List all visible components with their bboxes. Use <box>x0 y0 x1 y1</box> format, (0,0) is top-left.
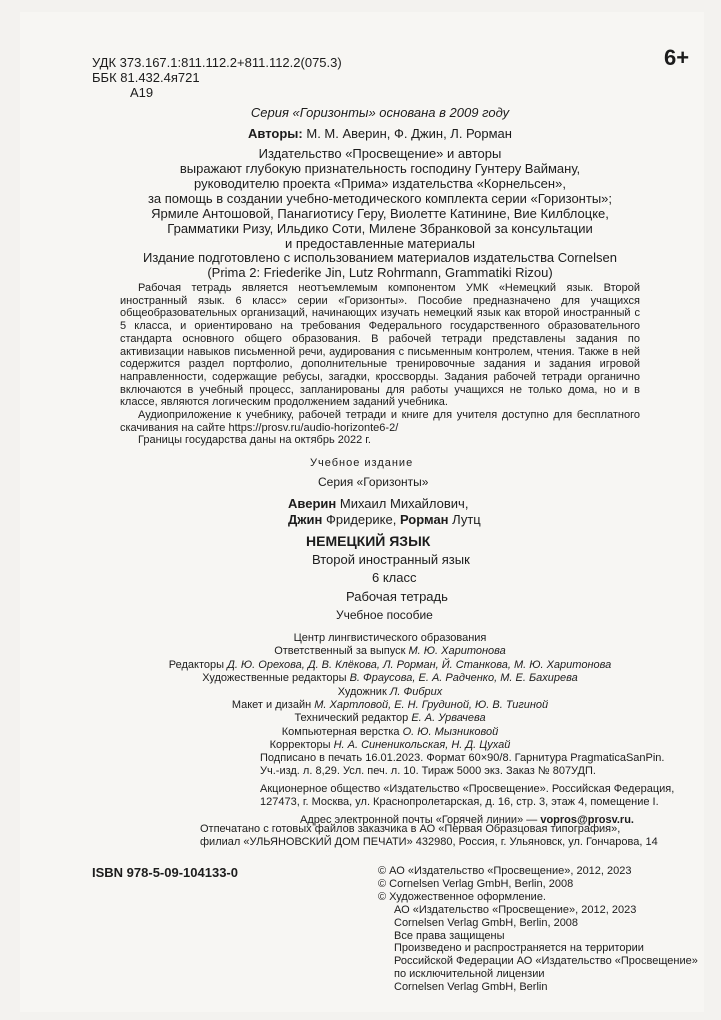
cornelsen-note <box>110 250 650 280</box>
copyright-line: © Художественное оформление. <box>378 890 546 903</box>
credit-label: Художник <box>337 685 387 698</box>
udk-code: УДК 373.167.1:811.112.2+811.112.2(075.3) <box>92 55 342 70</box>
author-mark: А19 <box>130 85 154 100</box>
thanks-line: Издательство «Просвещение» и авторы <box>258 146 502 161</box>
copyright-line: Произведено и распространяется на территории <box>394 942 644 955</box>
book-grade: 6 класс <box>372 570 417 585</box>
credit-value: В. Фраусова, Е. А. Радченко, М. Е. Бахирева <box>349 672 578 685</box>
credit-label: Компьютерная верстка <box>281 725 400 738</box>
credit-value: Е. А. Урвачева <box>411 712 486 725</box>
credit-label: Ответственный за выпуск <box>274 645 406 658</box>
book-type: Рабочая тетрадь <box>346 589 448 604</box>
publication-line: Уч.-изд. л. 8,29. Усл. печ. л. 10. Тираж 5000 экз. Заказ № 807УДП. <box>260 765 596 778</box>
center-name: Центр лингвистического образования <box>293 632 487 644</box>
credit-label: Технический редактор <box>294 712 409 725</box>
annotation-borders: Границы государства даны на октябрь 2022 г. <box>138 434 371 447</box>
author2-surname: Джин <box>288 512 323 527</box>
author1-surname: Аверин <box>288 496 337 511</box>
email-address: vopros@prosv.ru. <box>540 813 634 826</box>
copyright-line: Cornelsen Verlag GmbH, Berlin <box>394 981 548 994</box>
credit-value: О. Ю. Мызниковой <box>402 725 499 738</box>
annotation <box>120 282 640 447</box>
thanks-line: за помощь в создании учебно-методического комплекта серии «Горизонты»; <box>147 191 613 206</box>
author1-name: Михаил Михайлович, <box>339 496 469 511</box>
credit-art-editors <box>105 672 675 685</box>
printer-line: филиал «УЛЬЯНОВСКИЙ ДОМ ПЕЧАТИ» 432980, Россия, г. Ульяновск, ул. Гончарова, 14 <box>200 836 658 849</box>
publication-line: 127473, г. Москва, ул. Краснопролетарская, д. 16, стр. 3, этаж 4, помещение I. <box>260 796 659 809</box>
publication-line: Акционерное общество «Издательство «Просвещение». Российская Федерация, <box>260 782 675 795</box>
printer-info <box>200 823 658 850</box>
credit-value: М. Хартловой, Е. Н. Грудиной, Ю. В. Тигиной <box>314 699 549 712</box>
credit-label: Корректоры <box>269 739 331 752</box>
credit-tech-editor <box>105 712 675 725</box>
credit-label: Макет и дизайн <box>231 699 312 712</box>
copyright-line: АО «Издательство «Просвещение», 2012, 2023 <box>394 903 637 916</box>
credit-value: М. Ю. Харитонова <box>408 645 506 658</box>
annotation-audio: Аудиоприложение к учебнику, рабочей тетради и книге для учителя доступно для бесплатного скачивания на сайте https://prosv.ru/audio-horizonte6-2/ <box>120 409 640 434</box>
book-title: НЕМЕЦКИЙ ЯЗЫК <box>306 533 431 549</box>
copyright-block <box>378 865 698 994</box>
printer-line: Отпечатано с готовых файлов заказчика в АО «Первая Образцовая типография», <box>200 823 621 835</box>
credit-artist <box>105 686 675 699</box>
author-line-2 <box>288 512 481 527</box>
acknowledgements <box>110 146 650 251</box>
credit-responsible <box>105 645 675 658</box>
thanks-line: и предоставленные материалы <box>285 236 475 251</box>
edition-series: Серия «Горизонты» <box>318 475 429 489</box>
isbn: ISBN 978-5-09-104133-0 <box>92 865 238 880</box>
book-subtitle: Второй иностранный язык <box>312 552 470 567</box>
email-label: Адрес электронной почты «Горячей линии» — <box>300 813 538 826</box>
bbk-code: ББК 81.432.4я721 <box>92 70 200 85</box>
annotation-paragraph: Рабочая тетрадь является неотъемлемым компонентом УМК «Немецкий язык. Второй иностранный язык. 6 класс» серии «Горизонты». Пособие предназначено для учащихся общеобразовательных организаций, начинающих изучать немецкий язык как второй иностранный с 5 класса, и ориентировано на требования Федерального государственного образовательного стандарта основного общего образования. В рабочей тетради представлены задания по активизации навыков письменной речи, аудирования с письменным контролем, чтения. Также в ней содержится раздел портфолио, дополнительные тренировочные задания и задания игровой направленности, содержащие ребусы, загадки, кроссворды. Задания рабочей тетради органично включаются в учебный процесс, запланированы для работы учащихся не только дома, но и в классе, являются логическим продолжением заданий учебника. <box>120 282 640 409</box>
thanks-line: выражают глубокую признательность господину Гунтеру Вайману, <box>179 161 581 176</box>
copyright-line: Российской Федерации АО «Издательство «Просвещение» <box>394 955 698 968</box>
copyright-line: Cornelsen Verlag GmbH, Berlin, 2008 <box>394 916 579 929</box>
thanks-line: Ярмиле Антошовой, Панагиотису Геру, Виолетте Катинине, Вие Килблоцке, <box>151 206 609 221</box>
credit-label: Редакторы <box>168 658 225 671</box>
credits <box>105 632 675 753</box>
copyright-line: Все права защищены <box>394 929 505 942</box>
credit-editors <box>105 659 675 672</box>
thanks-line: Грамматики Ризу, Ильдико Соти, Милене Збранковой за консультации <box>167 221 593 236</box>
edition-kind: Учебное издание <box>310 457 414 469</box>
author2-name: Фридерике, <box>325 512 397 527</box>
authors-line <box>110 126 650 141</box>
copyright-line: © АО «Издательство «Просвещение», 2012, 2023 <box>378 865 632 877</box>
credit-typesetting <box>105 726 675 739</box>
credit-layout <box>105 699 675 712</box>
credit-value: Н. А. Синеникольская, Н. Д. Цухай <box>333 739 511 752</box>
publication-info <box>260 752 680 827</box>
publication-line: Подписано в печать 16.01.2023. Формат 60×90/8. Гарнитура PragmaticaSanPin. <box>260 752 665 764</box>
thanks-line: руководителю проекта «Прима» издательства «Корнельсен», <box>194 176 566 191</box>
author3-surname: Рорман <box>399 512 449 527</box>
credit-proofreaders <box>105 739 675 752</box>
authors-label: Авторы: <box>248 126 303 141</box>
author3-name: Лутц <box>452 512 481 527</box>
credit-label: Художественные редакторы <box>202 672 347 685</box>
manual-type: Учебное пособие <box>336 608 433 622</box>
cornelsen-note-line: (Prima 2: Friederike Jin, Lutz Rohrmann, Grammatiki Rizou) <box>207 265 553 280</box>
credit-value: Д. Ю. Орехова, Д. В. Клёкова, Л. Рорман, Й. Станкова, М. Ю. Харитонова <box>227 658 612 671</box>
copyright-line: по исключительной лицензии <box>394 968 545 981</box>
author-line-1 <box>288 496 468 511</box>
credit-value: Л. Фибрих <box>389 685 443 698</box>
cornelsen-note-line: Издание подготовлено с использованием материалов издательства Cornelsen <box>143 250 617 265</box>
authors-names: М. М. Аверин, Ф. Джин, Л. Рорман <box>306 126 512 141</box>
series-founded: Серия «Горизонты» основана в 2009 году <box>250 105 510 120</box>
age-rating-badge: 6+ <box>664 45 690 70</box>
copyright-line: © Cornelsen Verlag GmbH, Berlin, 2008 <box>378 877 574 890</box>
